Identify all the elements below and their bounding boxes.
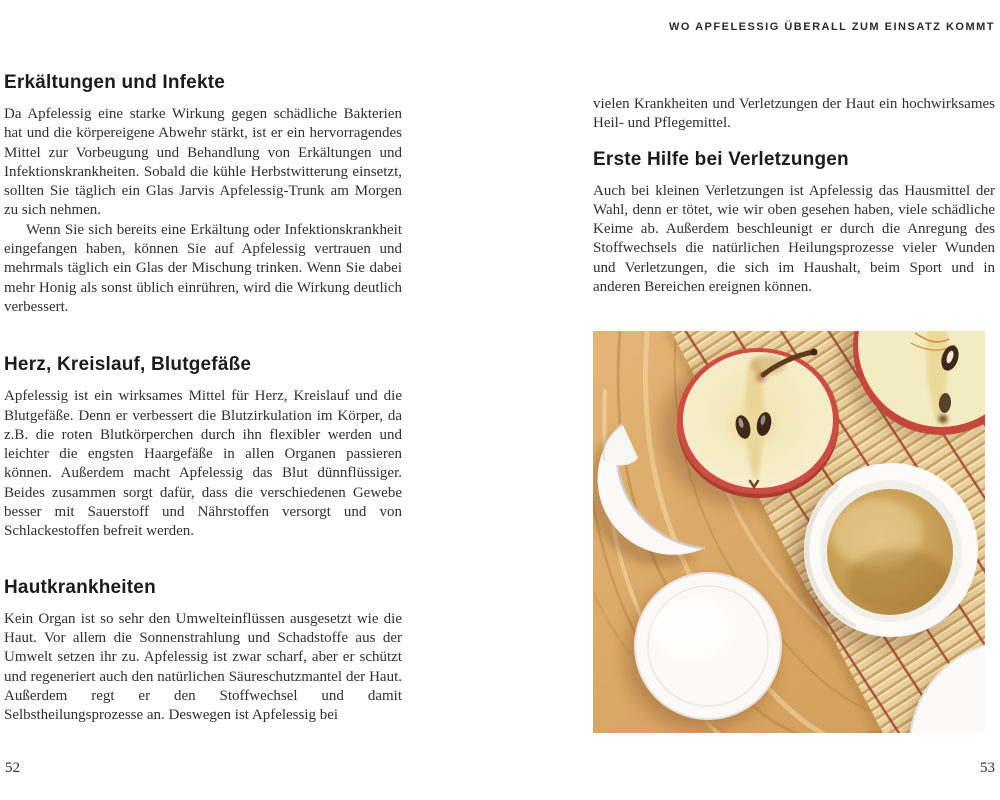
left-page bbox=[4, 71, 402, 725]
right-page bbox=[593, 95, 995, 733]
cotton-pad-round bbox=[634, 572, 782, 720]
heading-herz-kreislauf: Herz, Kreislauf, Blutgefäße bbox=[4, 354, 252, 376]
paragraph-herz-kreislauf: Apfelessig ist ein wirksames Mittel für Herz, Kreislauf und die Blutgefäße. Denn er verbessert die Blutzirkulation im Körper, da z.B. die roten Blutkörperchen durch ihn flexibler werden und leichter die engsten Haargefäße in allen Organen passieren können. Außerdem macht Apfelessig das Blut dünnflüssiger. Beides zusammen sorgt dafür, dass die verschiedenen Gewebe besser mit Sauerstoff und Nährstoffen versorgt und von Schlackestoffen befreit werden. bbox=[4, 388, 402, 540]
paragraph-erkaeltungen-2: Wenn Sie sich bereits eine Erkältung oder Infektionskrankheit eingefangen haben, können Sie auf Apfelessig vertrauen und mehrmals täglich ein Glas der Mischung trinken. Wenn Sie dabei mehr Honig als sonst üblich einrühren, wird die Wirkung deutlich verbessert. bbox=[4, 221, 402, 315]
running-header: WO APFELESSIG ÜBERALL ZUM EINSATZ KOMMT bbox=[669, 21, 995, 33]
apple-half-left bbox=[677, 348, 839, 498]
heading-erste-hilfe: Erste Hilfe bei Verletzungen bbox=[593, 148, 849, 170]
heading-erkaeltungen-und-infekte: Erkältungen und Infekte bbox=[4, 72, 226, 93]
apple-vinegar-photo bbox=[593, 331, 985, 733]
paragraph-erste-hilfe: Auch bei kleinen Verletzungen ist Apfelessig das Hausmittel der Wahl, denn er tötet, wie wir oben gesehen haben, viele schädliche Keime ab. Außerdem beschleunigt er durch die Anregung des Stoffwechsels die natürlichen Heilungsprozesse vieler Wunden und Verletzungen, die sich im Haushalt, beim Sport und in anderen Bereichen ereignen können. bbox=[593, 182, 995, 296]
paragraph-erkaeltungen-1: Da Apfelessig eine starke Wirkung gegen schädliche Bakterien hat und die körpereigene Abwehr stärkt, ist er ein hervorragendes Mittel zur Vorbeugung und Behandlung von Erkältungen und Infektionskrankheiten. Sobald die kühle Herbstwitterung einsetzt, sollten Sie täglich ein Glas Jarvis Apfelessig-Trunk am Morgen zu sich nehmen. bbox=[4, 106, 402, 219]
page-number-right: 53 bbox=[980, 760, 995, 776]
paragraph-hautkrankheiten: Kein Organ ist so sehr den Umwelteinflüssen ausgesetzt wie die Haut. Vor allem die Sonnenstrahlung und Schadstoffe aus der Umwelt setzen ihr zu. Apfelessig ist zwar scharf, aber er schützt und regeneriert auch den natürlichen Säureschutzmantel der Haut. Außerdem regt er den Stoffwechsel und damit Selbstheilungsprozesse an. Deswegen ist Apfelessig bei bbox=[4, 610, 402, 724]
page-number-left: 52 bbox=[5, 760, 20, 776]
heading-hautkrankheiten: Hautkrankheiten bbox=[4, 576, 156, 598]
paragraph-continuation: vielen Krankheiten und Verletzungen der Haut ein hochwirksames Heil- und Pflegemittel. bbox=[593, 96, 995, 132]
